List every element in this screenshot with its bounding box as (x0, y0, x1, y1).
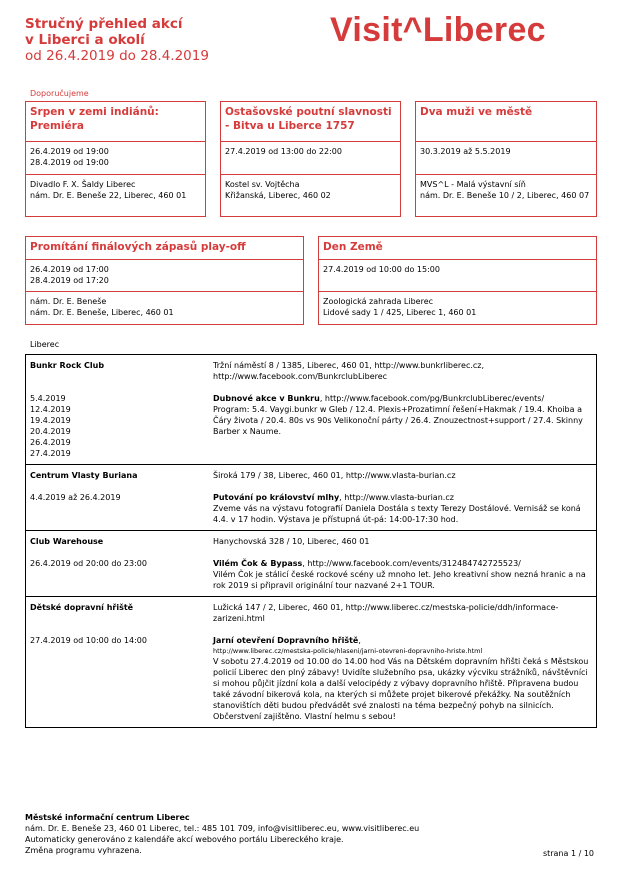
footer-change-note: Změna programu vyhrazena. (25, 846, 142, 855)
event-date: 27.4.2019 (30, 449, 71, 458)
card-title: Srpen v zemi indiánů: Premiéra (26, 102, 205, 142)
document-title (25, 16, 315, 64)
event-title: Dubnové akce v Bunkru (213, 394, 320, 403)
venue-column (26, 465, 209, 530)
venue-name: Centrum Vlasty Buriana (30, 471, 138, 480)
card-date: 26.4.2019 od 17:00 (30, 265, 109, 274)
venue-address: Lužická 147 / 2, Liberec, 460 01, http://www.liberec.cz/mestska-policie/ddh/informace-zarizeni.html (213, 603, 559, 623)
event-column (209, 355, 596, 464)
card-date: 26.4.2019 od 19:00 (30, 147, 109, 156)
event-heading (213, 492, 592, 503)
page-number: strana 1 / 10 (542, 849, 594, 858)
footer-org: Městské informační centrum Liberec (25, 813, 190, 822)
card-place-name: Divadlo F. X. Šaldy Liberec (30, 180, 136, 189)
card-place (319, 292, 596, 322)
card-date: 28.4.2019 od 17:20 (30, 276, 109, 285)
event-date: 27.4.2019 od 10:00 do 14:00 (30, 636, 147, 645)
local-events-table (25, 354, 597, 728)
event-description: V sobotu 27.4.2019 od 10.00 do 14.00 hod Vás na Dětském dopravním hřišti čeká s Městskou policií Liberec den plný zábavy! Uvidíte služebního psa, ukázky výcviku strážníků, návštěvníci si mohou půjčit jízdní kola a další velocipédy z výbavy dopravního hřiště. Připravena budou také závodní bikerová kola, na kterých si můžete projet bikerové překážky. Na soutěžních stanovištích děti budou předvádět své znalosti na téma bezpečný pohyb na silnicích. Občerstvení zajištěno. Vlastní helmu s sebou! (213, 657, 589, 721)
event-link[interactable]: , http://www.facebook.com/events/312484742725523/ (302, 559, 521, 568)
event-column (209, 465, 596, 530)
event-date: 5.4.2019 (30, 394, 66, 403)
card-dates (26, 260, 303, 292)
card-title: Den Země (319, 237, 596, 260)
venue-name: Dětské dopravní hřiště (30, 603, 134, 612)
event-title: Jarní otevření Dopravního hřiště (213, 636, 359, 645)
card-date: 28.4.2019 od 19:00 (30, 158, 109, 167)
card-place-address: nám. Dr. E. Beneše 10 / 2, Liberec, 460 07 (420, 191, 590, 200)
card-date: 27.4.2019 od 10:00 do 15:00 (323, 265, 440, 274)
event-link[interactable]: , http://www.facebook.com/pg/BunkrclubLiberec/events/ (319, 394, 545, 403)
event-date: 26.4.2019 (30, 438, 71, 447)
event-description: Zveme vás na výstavu fotografií Daniela Dostála s texty Terezy Dostálové. Vernisáž se koná 4.4. v 17 hodin. Výstava je přístupná út-pá: 14:00-17:30 hod. (213, 504, 581, 524)
footer-auto-note: Automaticky generováno z kalendáře akcí webového portálu Libereckého kraje. (25, 835, 344, 844)
card-dates (221, 142, 400, 175)
card-place-address: Křižanská, Liberec, 460 02 (225, 191, 331, 200)
venue-address: Široká 179 / 38, Liberec, 460 01, http://www.vlasta-burian.cz (213, 471, 456, 480)
venue-name: Club Warehouse (30, 537, 104, 546)
event-link[interactable]: , http://www.vlasta-burian.cz (339, 493, 454, 502)
recommended-card (220, 101, 401, 217)
card-dates (319, 260, 596, 292)
table-row (26, 355, 596, 465)
card-place (26, 175, 205, 205)
card-place (221, 175, 400, 205)
venue-address: Hanychovská 328 / 10, Liberec, 460 01 (213, 537, 370, 546)
venue-name: Bunkr Rock Club (30, 361, 105, 370)
recommended-card (25, 236, 304, 325)
table-row (26, 597, 596, 727)
recommended-card (415, 101, 597, 217)
venue-column (26, 355, 209, 464)
card-place-name: Kostel sv. Vojtěcha (225, 180, 300, 189)
event-date: 4.4.2019 až 26.4.2019 (30, 493, 121, 502)
event-description: Vilém Čok je stálicí české rockové scény už mnoho let. Jeho kreativní show nezná hranic a na rok 2019 si připravil originální tour nazvané 2+1 TOUR. (213, 570, 586, 590)
event-heading (213, 558, 592, 569)
event-date: 20.4.2019 (30, 427, 71, 436)
card-date: 30.3.2019 až 5.5.2019 (420, 147, 511, 156)
event-date: 26.4.2019 od 20:00 do 23:00 (30, 559, 147, 568)
event-column (209, 597, 596, 727)
visit-liberec-logo: Visit^Liberec (330, 11, 546, 49)
card-dates (416, 142, 596, 175)
card-place (416, 175, 596, 205)
event-heading (213, 393, 592, 404)
card-title: Dva muži ve městě (416, 102, 596, 142)
card-place-address: nám. Dr. E. Beneše, Liberec, 460 01 (30, 308, 174, 317)
card-place-address: Lidové sady 1 / 425, Liberec 1, 460 01 (323, 308, 477, 317)
event-title: Putování po království mlhy (213, 493, 340, 502)
event-heading (213, 635, 592, 646)
card-place-name: MVS^L - Malá výstavní síň (420, 180, 526, 189)
local-section-label: Liberec (30, 340, 60, 349)
event-column (209, 531, 596, 596)
card-dates (26, 142, 205, 175)
card-place-name: Zoologická zahrada Liberec (323, 297, 434, 306)
event-description: Program: 5.4. Vaygi.bunkr w Gleb / 12.4. Plexis+Prozatimní řešení+Hakmak / 19.4. Khoiba a Čáry života / 20.4. 80s vs 90s Velikonoční párty / 26.4. Znouzectnost+support / 27.4. Skinny Barber x Naume. (213, 405, 583, 436)
title-line-2: v Liberci a okolí (25, 32, 145, 48)
event-date: 19.4.2019 (30, 416, 71, 425)
recommended-label: Doporučujeme (30, 89, 89, 98)
card-title: Promítání finálových zápasů play-off (26, 237, 303, 260)
venue-column (26, 597, 209, 727)
venue-column (26, 531, 209, 596)
recommended-card (318, 236, 597, 325)
recommended-card (25, 101, 206, 217)
card-place-address: nám. Dr. E. Beneše 22, Liberec, 460 01 (30, 191, 187, 200)
event-title: Vilém Čok & Bypass (213, 559, 303, 568)
footer-contact: nám. Dr. E. Beneše 23, 460 01 Liberec, tel.: 485 101 709, info@visitliberec.eu, www.visitliberec.eu (25, 824, 420, 833)
card-place (26, 292, 303, 322)
title-line-1: Stručný přehled akcí (25, 16, 183, 32)
table-row (26, 465, 596, 531)
event-url[interactable]: http://www.liberec.cz/mestska-policie/hlaseni/jarni-otevreni-dopravniho-hriste.html (213, 647, 483, 655)
card-place-name: nám. Dr. E. Beneše (30, 297, 107, 306)
card-date: 27.4.2019 od 13:00 do 22:00 (225, 147, 342, 156)
footer (25, 812, 419, 856)
card-title: Ostašovské poutní slavnosti - Bitva u Liberce 1757 (221, 102, 400, 142)
event-link: , (358, 636, 361, 645)
event-date: 12.4.2019 (30, 405, 71, 414)
date-range: od 26.4.2019 do 28.4.2019 (25, 48, 209, 64)
venue-address: Tržní náměstí 8 / 1385, Liberec, 460 01, http://www.bunkrliberec.cz, http://www.facebook.com/BunkrclubLiberec (213, 361, 485, 381)
table-row (26, 531, 596, 597)
